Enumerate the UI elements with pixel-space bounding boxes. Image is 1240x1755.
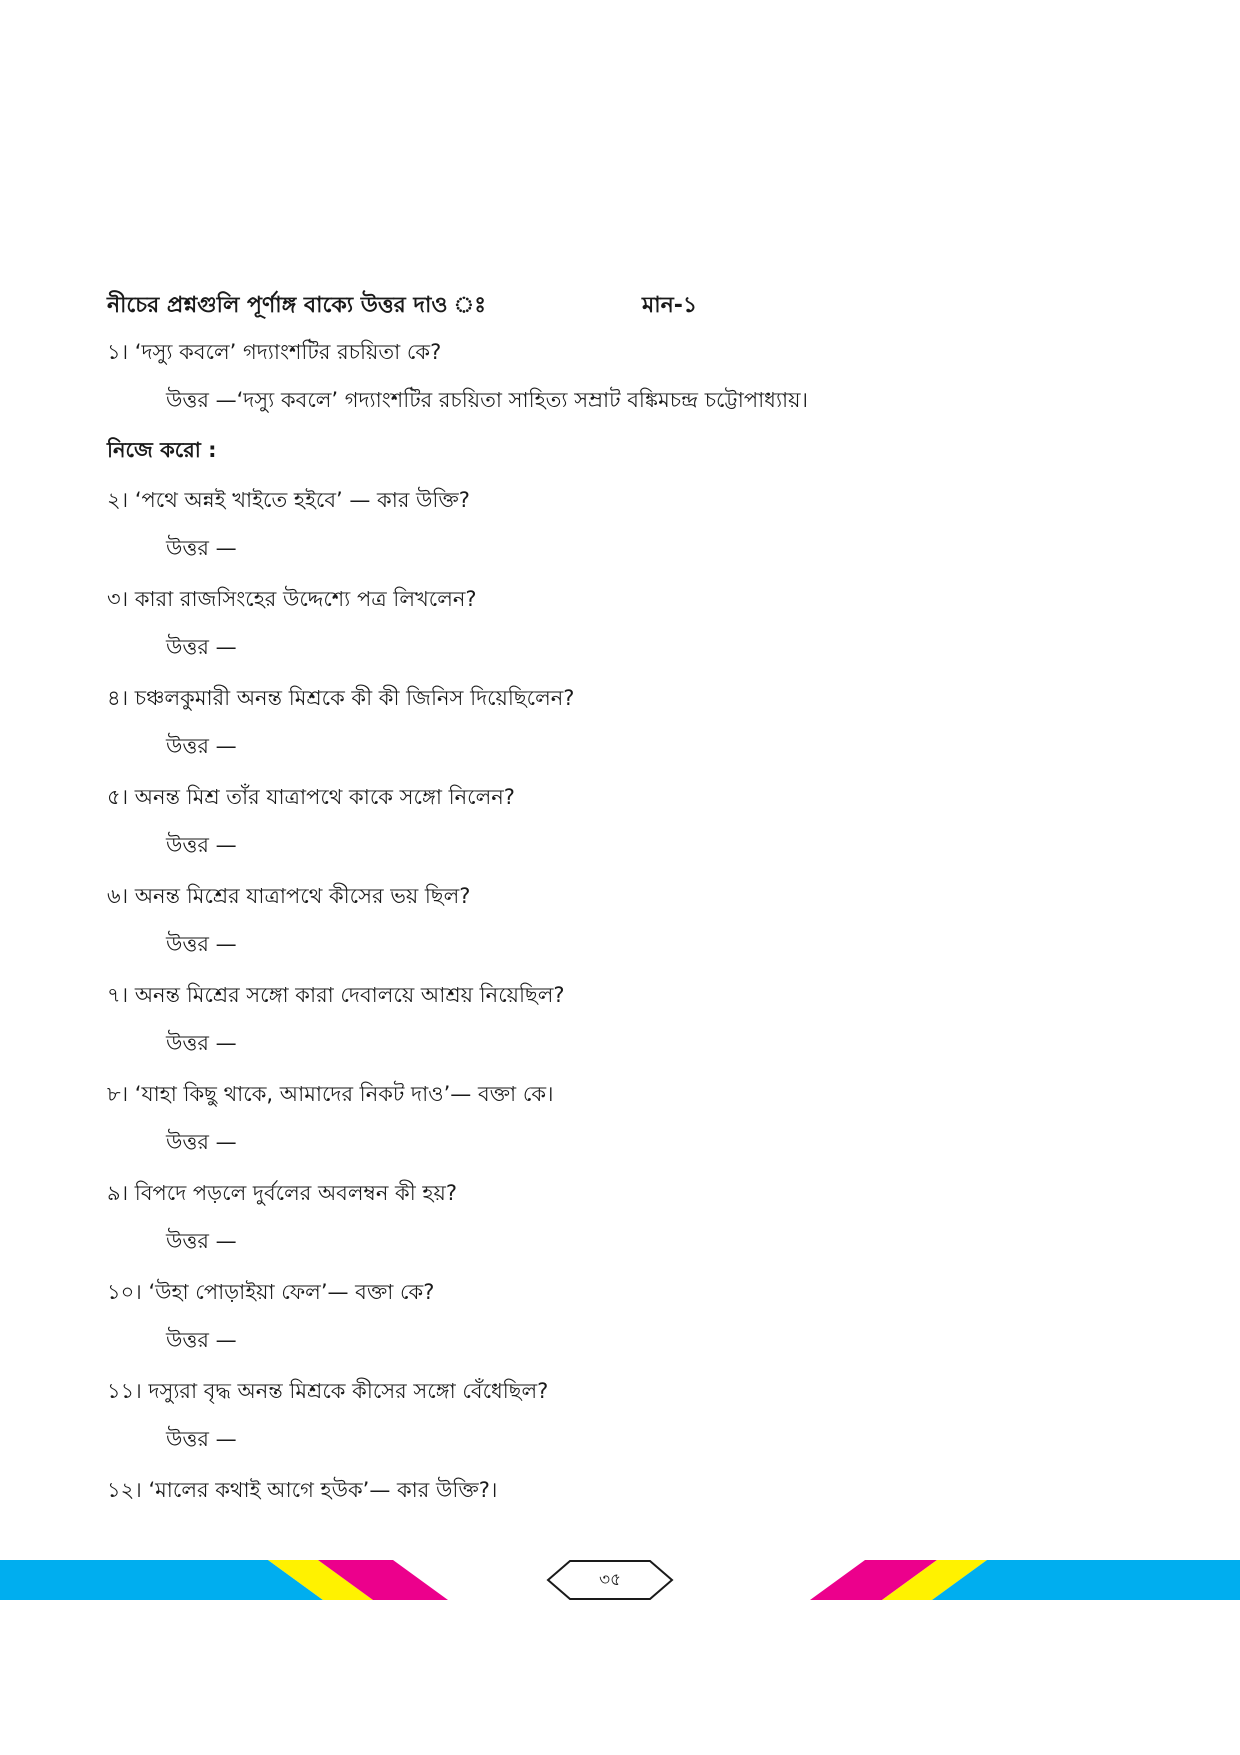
page-number: ৩৫	[598, 1570, 622, 1590]
section-title: নিজে করো :	[107, 438, 217, 462]
question-2: ২। ‘পথে অন্নই খাইতে হইবে’ — কার উক্তি?	[107, 488, 470, 512]
question-6: ৬। অনন্ত মিশ্রের যাত্রাপথে কীসের ভয় ছিল?	[107, 884, 471, 908]
question-5: ৫। অনন্ত মিশ্র তাঁর যাত্রাপথে কাকে সঙ্গো নিলেন?	[107, 785, 515, 809]
answer-line-10: উত্তর —	[166, 1328, 237, 1352]
question-11: ১১। দস্যুরা বৃদ্ধ অনন্ত মিশ্রকে কীসের সঙ্গো বেঁধেছিল?	[107, 1379, 549, 1403]
footer-left-cyan-stripe	[0, 1560, 323, 1600]
question-3: ৩। কারা রাজসিংহের উদ্দেশ্যে পত্র লিখলেন?	[107, 587, 477, 611]
question-4: ৪। চঞ্চলকুমারী অনন্ত মিশ্রকে কী কী জিনিস দিয়েছিলেন?	[107, 686, 575, 710]
instruction-heading: নীচের প্রশ্নগুলি পূর্ণাঙ্গ বাক্যে উত্তর দাও ঃ	[107, 293, 486, 318]
question-7: ৭। অনন্ত মিশ্রের সঙ্গো কারা দেবালয়ে আশ্রয় নিয়েছিল?	[107, 983, 565, 1007]
answer-line-7: উত্তর —	[166, 1031, 237, 1055]
answer-line-2: উত্তর —	[166, 536, 237, 560]
answer-line-5: উত্তর —	[166, 833, 237, 857]
answer-line-4: উত্তর —	[166, 734, 237, 758]
question-9: ৯। বিপদে পড়লে দুর্বলের অবলম্বন কী হয়?	[107, 1181, 457, 1205]
answer-line-8: উত্তর —	[166, 1130, 237, 1154]
answer-line-6: উত্তর —	[166, 932, 237, 956]
answer-line-9: উত্তর —	[166, 1229, 237, 1253]
answer-line-3: উত্তর —	[166, 635, 237, 659]
question-12: ১২। ‘মালের কথাই আগে হউক’— কার উক্তি?।	[107, 1478, 498, 1502]
question-8: ৮। ‘যাহা কিছু থাকে, আমাদের নিকট দাও’— বক্তা কে।	[107, 1082, 554, 1106]
example-answer: উত্তর —‘দস্যু কবলে’ গদ্যাংশটির রচয়িতা সাহিত্য সম্রাট বঙ্কিমচন্দ্র চট্টোপাধ্যায়।	[166, 388, 809, 412]
example-question: ১। ‘দস্যু কবলে’ গদ্যাংশটির রচয়িতা কে?	[107, 340, 442, 364]
marks-label: মান-১	[642, 293, 698, 318]
header-row	[107, 288, 727, 322]
answer-line-11: উত্তর —	[166, 1427, 237, 1451]
question-10: ১০। ‘উহা পোড়াইয়া ফেল’— বক্তা কে?	[107, 1280, 435, 1304]
